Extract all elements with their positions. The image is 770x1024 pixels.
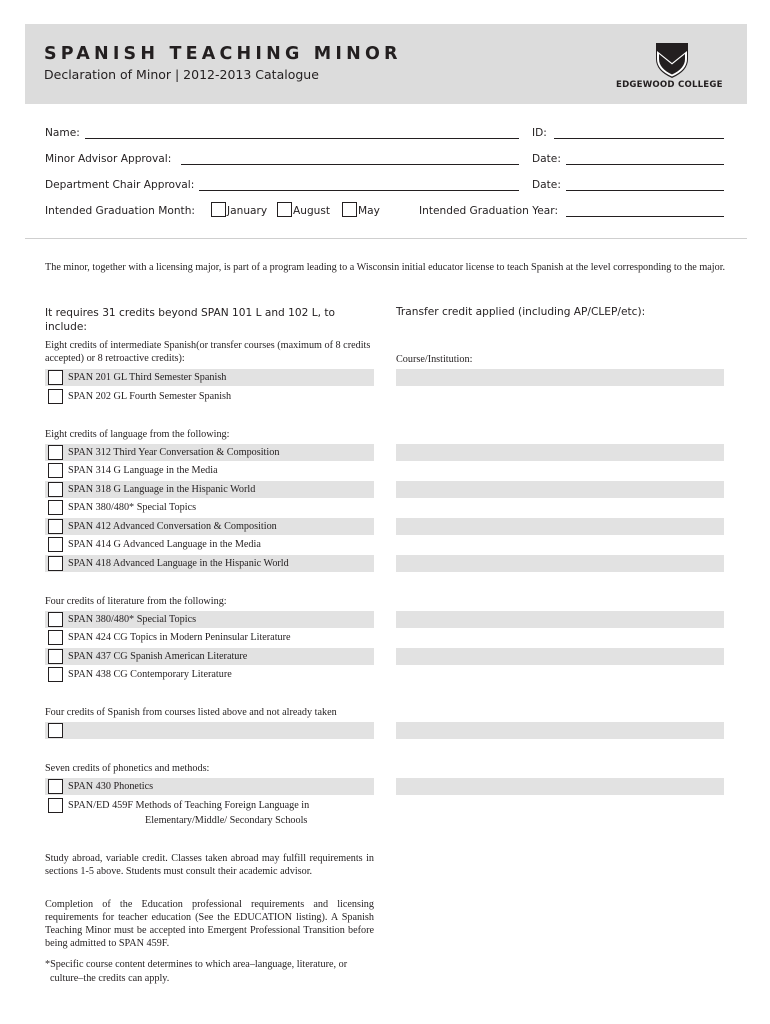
section-heading: Eight credits of intermediate Spanish(or transfer courses (maximum of 8 credits accepted) or 8 retroactive credits): <box>45 340 371 364</box>
course-label: SPAN 314 G Language in the Media <box>68 465 218 476</box>
page-subtitle: Declaration of Minor | 2012-2013 Catalogue <box>44 67 319 82</box>
course-checkbox[interactable] <box>48 482 63 497</box>
transfer-field[interactable] <box>396 555 724 572</box>
name-field[interactable] <box>85 138 519 139</box>
advisor-date-field[interactable] <box>566 164 724 165</box>
chair-field[interactable] <box>199 190 519 191</box>
course-label: SPAN 430 Phonetics <box>68 781 154 792</box>
grad-month-label: Intended Graduation Month: <box>45 205 195 217</box>
course-label: SPAN 414 G Advanced Language in the Media <box>68 539 261 550</box>
transfer-field[interactable] <box>396 722 724 739</box>
section-heading: Eight credits of language from the following: <box>45 429 230 440</box>
course-institution-label: Course/Institution: <box>396 354 473 365</box>
january-label: January <box>227 205 268 217</box>
advisor-date-label: Date: <box>532 153 561 165</box>
course-label: SPAN 437 CG Spanish American Literature <box>68 651 248 662</box>
footnote: *Specific course content determines to which area–language, literature, or <box>45 959 348 970</box>
section-heading: Four credits of Spanish from courses listed above and not already taken <box>45 707 337 718</box>
course-label: SPAN 380/480* Special Topics <box>68 502 197 513</box>
course-label: SPAN 380/480* Special Topics <box>68 614 197 625</box>
id-field[interactable] <box>554 138 724 139</box>
header-banner <box>25 24 747 104</box>
transfer-field[interactable] <box>396 481 724 498</box>
august-checkbox[interactable] <box>277 202 292 217</box>
january-checkbox[interactable] <box>211 202 226 217</box>
august-label: August <box>293 205 331 217</box>
course-label: SPAN 412 Advanced Conversation & Composition <box>68 521 277 532</box>
course-label-continued: Elementary/Middle/ Secondary Schools <box>145 815 308 826</box>
course-checkbox[interactable] <box>48 723 63 738</box>
course-checkbox[interactable] <box>48 389 63 404</box>
page-title: SPANISH TEACHING MINOR <box>44 44 402 64</box>
course-checkbox[interactable] <box>48 500 63 515</box>
advisor-label: Minor Advisor Approval: <box>45 153 172 165</box>
course-checkbox[interactable] <box>48 612 63 627</box>
id-label: ID: <box>532 127 547 139</box>
section-heading: Seven credits of phonetics and methods: <box>45 763 210 774</box>
course-label: SPAN 418 Advanced Language in the Hispanic World <box>68 558 289 569</box>
divider <box>25 238 747 239</box>
chair-date-label: Date: <box>532 179 561 191</box>
education-note: Completion of the Education professional requirements and licensing requirements for teacher education (See the EDUCATION listing). A Spanish Teaching Minor must be accepted into Emergent Professional Transition before being admitted to SPAN 459F. <box>45 899 374 949</box>
advisor-field[interactable] <box>181 164 519 165</box>
transfer-field[interactable] <box>396 369 724 386</box>
may-checkbox[interactable] <box>342 202 357 217</box>
course-checkbox[interactable] <box>48 667 63 682</box>
chair-label: Department Chair Approval: <box>45 179 195 191</box>
transfer-heading: Transfer credit applied (including AP/CLEP/etc): <box>396 306 646 318</box>
course-label: SPAN 438 CG Contemporary Literature <box>68 669 232 680</box>
may-label: May <box>358 205 380 217</box>
course-checkbox[interactable] <box>48 463 63 478</box>
course-checkbox[interactable] <box>48 630 63 645</box>
grad-year-label: Intended Graduation Year: <box>419 205 559 217</box>
course-label: SPAN 312 Third Year Conversation & Composition <box>68 447 280 458</box>
logo-text: EDGEWOOD COLLEGE <box>616 80 723 90</box>
course-label: SPAN 201 GL Third Semester Spanish <box>68 372 227 383</box>
chair-date-field[interactable] <box>566 190 724 191</box>
course-checkbox[interactable] <box>48 537 63 552</box>
course-checkbox[interactable] <box>48 556 63 571</box>
shield-logo-icon <box>654 41 690 79</box>
footnote-continued: culture–the credits can apply. <box>50 973 170 984</box>
course-checkbox[interactable] <box>48 649 63 664</box>
study-abroad-note: Study abroad, variable credit. Classes taken abroad may fulfill requirements in sections 1-5 above. Students must consult their academic advisor. <box>45 853 374 877</box>
intro-text: The minor, together with a licensing major, is part of a program leading to a Wisconsin initial educator license to teach Spanish at the level corresponding to the major. <box>45 262 726 273</box>
row-band <box>45 722 374 739</box>
transfer-field[interactable] <box>396 518 724 535</box>
course-label: SPAN 318 G Language in the Hispanic World <box>68 484 256 495</box>
transfer-field[interactable] <box>396 648 724 665</box>
course-label: SPAN 202 GL Fourth Semester Spanish <box>68 391 232 402</box>
grad-year-field[interactable] <box>566 216 724 217</box>
course-checkbox[interactable] <box>48 445 63 460</box>
course-checkbox[interactable] <box>48 779 63 794</box>
course-label: SPAN/ED 459F Methods of Teaching Foreign Language in <box>68 800 310 811</box>
requirements-heading: It requires 31 credits beyond SPAN 101 L and 102 L, to include: <box>45 307 336 333</box>
course-checkbox[interactable] <box>48 370 63 385</box>
course-checkbox[interactable] <box>48 798 63 813</box>
name-label: Name: <box>45 127 80 139</box>
transfer-field[interactable] <box>396 444 724 461</box>
transfer-field[interactable] <box>396 611 724 628</box>
course-checkbox[interactable] <box>48 519 63 534</box>
course-label: SPAN 424 CG Topics in Modern Peninsular Literature <box>68 632 291 643</box>
transfer-field[interactable] <box>396 778 724 795</box>
section-heading: Four credits of literature from the following: <box>45 596 227 607</box>
